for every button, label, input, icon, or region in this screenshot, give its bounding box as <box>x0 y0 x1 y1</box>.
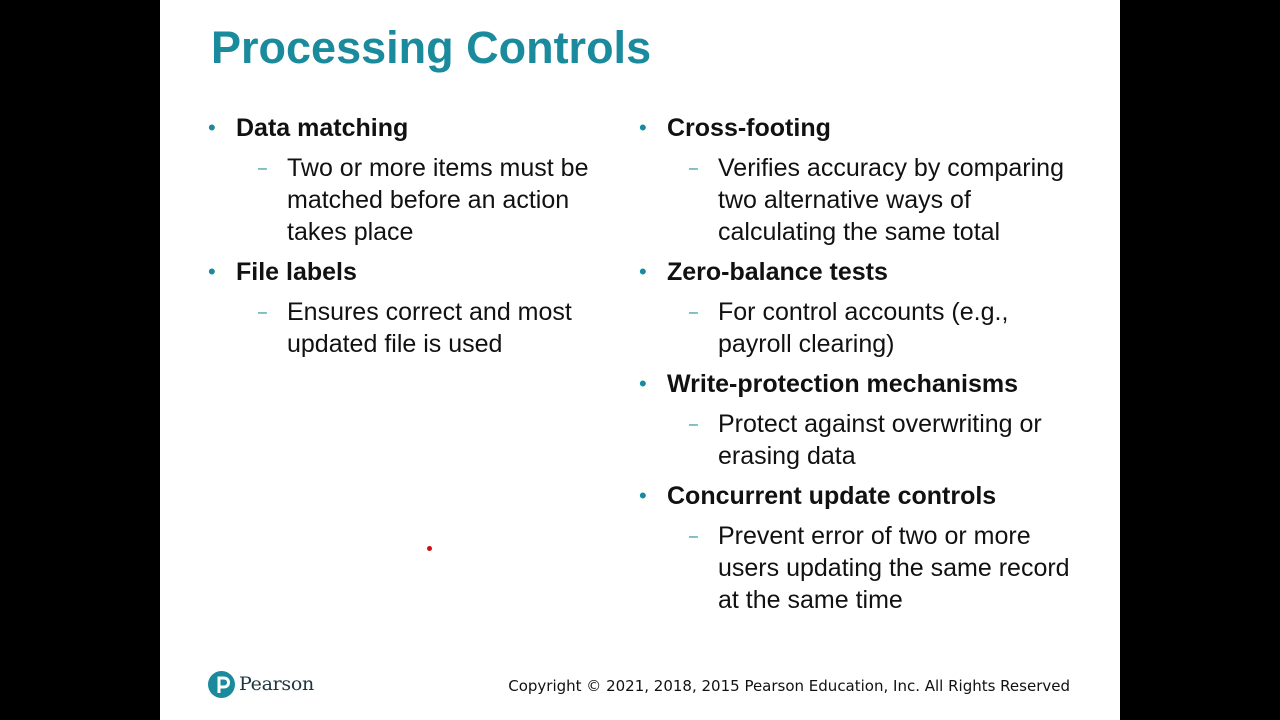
pearson-logo <box>208 669 314 699</box>
sub-bullet-item <box>639 520 1079 616</box>
bullet-heading: Zero-balance tests <box>667 258 888 286</box>
sub-bullet-dash: – <box>689 304 698 321</box>
laser-pointer-dot <box>427 546 432 551</box>
bullet-item <box>639 480 1079 512</box>
bullet-item <box>208 112 620 144</box>
sub-bullet-text: Protect against overwriting or erasing data <box>718 410 1042 470</box>
bullet-dot: • <box>639 371 647 396</box>
sub-bullet-item <box>208 296 620 360</box>
right-bullet-column <box>639 104 1079 616</box>
sub-bullet-item <box>639 152 1079 248</box>
bullet-dot: • <box>639 115 647 140</box>
bullet-item <box>639 368 1079 400</box>
bullet-item <box>639 112 1079 144</box>
bullet-heading: Concurrent update controls <box>667 482 997 510</box>
bullet-dot: • <box>639 483 647 508</box>
sub-bullet-dash: – <box>258 160 267 177</box>
bullet-heading: Data matching <box>236 114 409 142</box>
copyright-notice: Copyright © 2021, 2018, 2015 Pearson Education, Inc. All Rights Reserved <box>508 677 1070 695</box>
pearson-logo-icon <box>208 671 235 698</box>
slide-title: Processing Controls <box>211 22 652 73</box>
sub-bullet-text: Verifies accuracy by comparing two alternative ways of calculating the same total <box>718 154 1064 246</box>
sub-bullet-dash: – <box>689 160 698 177</box>
slide <box>160 0 1120 720</box>
sub-bullet-text: Ensures correct and most updated file is used <box>287 298 572 358</box>
bullet-dot: • <box>208 115 216 140</box>
bullet-heading: File labels <box>236 258 357 286</box>
bullet-item <box>208 256 620 288</box>
bullet-heading: Cross-footing <box>667 114 831 142</box>
bullet-dot: • <box>208 259 216 284</box>
sub-bullet-item <box>639 408 1079 472</box>
sub-bullet-text: Two or more items must be matched before an action takes place <box>287 154 589 246</box>
bullet-heading: Write-protection mechanisms <box>667 370 1019 398</box>
sub-bullet-item <box>639 296 1079 360</box>
sub-bullet-item <box>208 152 620 248</box>
sub-bullet-text: For control accounts (e.g., payroll clearing) <box>718 298 1009 358</box>
logo-wordmark: Pearson <box>239 673 314 695</box>
sub-bullet-text: Prevent error of two or more users updating the same record at the same time <box>718 522 1070 614</box>
bullet-dot: • <box>639 259 647 284</box>
left-bullet-column <box>208 104 620 360</box>
sub-bullet-dash: – <box>258 304 267 321</box>
sub-bullet-dash: – <box>689 528 698 545</box>
bullet-item <box>639 256 1079 288</box>
sub-bullet-dash: – <box>689 416 698 433</box>
